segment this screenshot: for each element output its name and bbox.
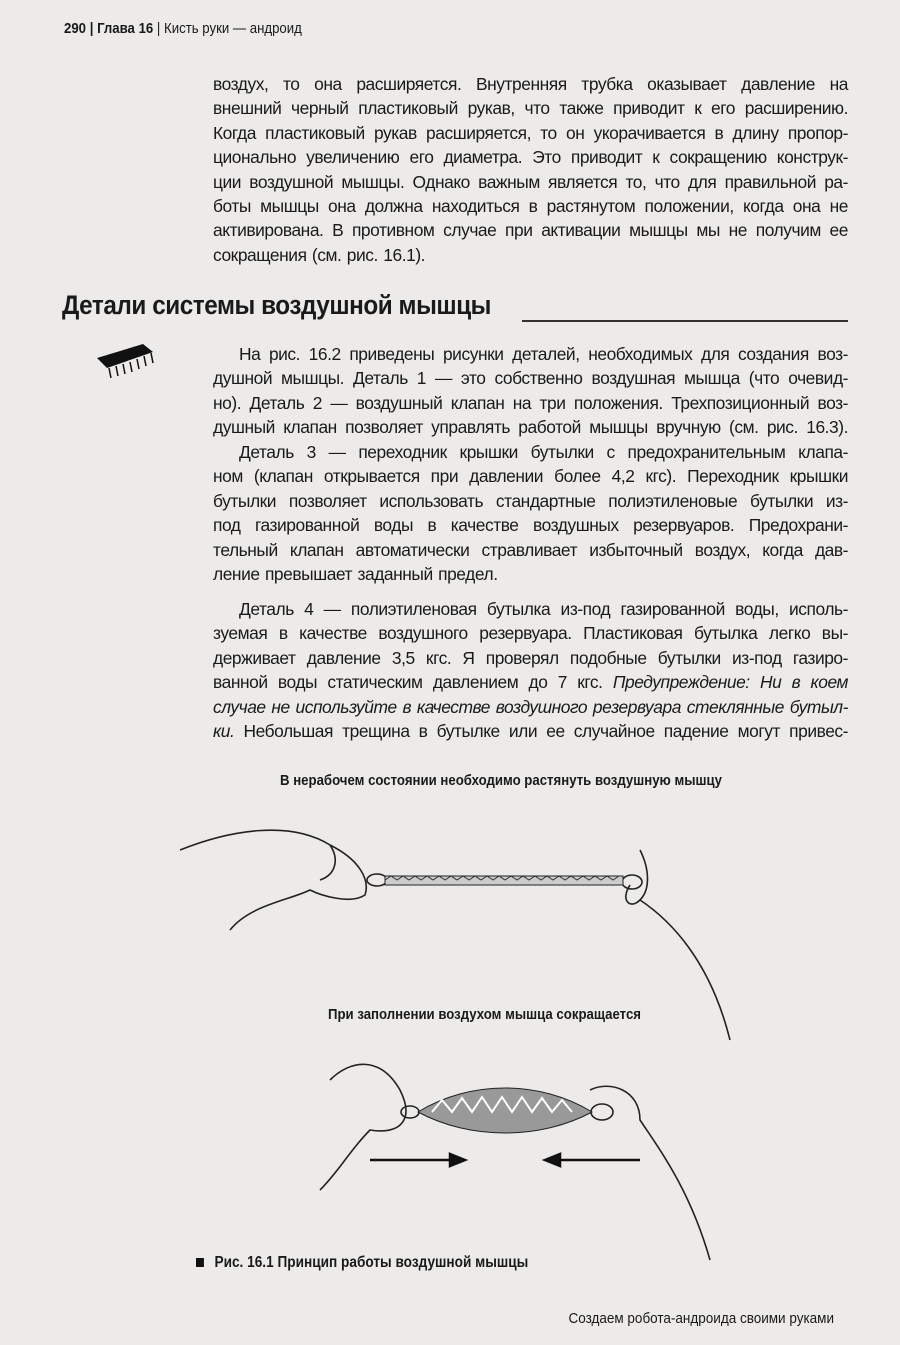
section-rule	[522, 320, 848, 322]
text-line: ление превышает заданный предел.	[213, 563, 498, 584]
text-line: ванной воды статическим давлением до 7 кгс. Предупреждение: Ни в коем	[213, 672, 848, 693]
text-line: активирована. В противном случае при активации мышцы мы не получим ее	[213, 220, 848, 241]
figure-label-contracted: При заполнении воздухом мышца сокращается	[328, 1006, 641, 1023]
text-line: внешний черный пластиковый рукав, что также приводит к его расширению.	[213, 98, 848, 119]
text-line: Деталь 3 — переходник крышки бутылки с предохранительным клапа-	[239, 442, 848, 462]
chapter-number: Глава 16	[97, 20, 154, 37]
muscle-contracted	[418, 1088, 592, 1133]
text-line: воздух, то она расширяется. Внутренняя трубка оказывает давление на	[213, 74, 848, 94]
text-line: Деталь 4 — полиэтиленовая бутылка из-под газированной воды, исполь-	[239, 599, 848, 619]
text-line: боты мышцы она должна находиться в растянутом положении, когда она не	[213, 195, 848, 216]
running-header: 290 | Глава 16 | Кисть руки — андроид	[64, 20, 302, 37]
paragraph-parts-2	[213, 440, 848, 586]
left-hand-bottom	[320, 1064, 406, 1190]
intro-paragraph	[213, 72, 848, 267]
text-line: зуемая в качестве воздушного резервуара. Пластиковая бутылка легко вы-	[213, 623, 848, 644]
contraction-arrows	[370, 1154, 640, 1166]
paragraph-parts-3	[213, 597, 848, 743]
text-line: На рис. 16.2 приведены рисунки деталей, необходимых для создания воз-	[239, 344, 848, 364]
text-line: ционально увеличению его диаметра. Это приводит к сокращению конструк-	[213, 147, 848, 168]
running-footer: Создаем робота-андроида своими руками	[568, 1310, 834, 1327]
text-line: сокращения (см. рис. 16.1).	[213, 244, 426, 265]
text-line: ном (клапан открывается при давлении более 4,2 кгс). Переходник крышки	[213, 466, 848, 487]
text-line: Когда пластиковый рукав расширяется, то он укорачивается в длину пропор-	[213, 122, 848, 143]
text-line: бутылки позволяет использовать стандартные полиэтиленовые бутылки из-	[213, 490, 848, 511]
text-line: душной мышцы. Деталь 1 — это собственно воздушная мышца (что очевид-	[213, 368, 848, 389]
text-line: душный клапан позволяет управлять работой мышцы вручную (см. рис. 16.3).	[213, 417, 848, 438]
figure-label-relaxed: В нерабочем состоянии необходимо растянуть воздушную мышцу	[280, 772, 722, 789]
text-line: тельный клапан автоматически стравливает избыточный воздух, когда дав-	[213, 539, 848, 560]
chapter-title: Кисть руки — андроид	[164, 20, 302, 37]
muscle-relaxed	[385, 876, 623, 885]
warning-line: случае не используйте в качестве воздушного резервуара стеклянные бутыл-	[213, 696, 848, 717]
left-hand-top	[180, 830, 366, 930]
air-muscle-illustration	[170, 790, 770, 1290]
text-line: но). Деталь 2 — воздушный клапан на три положения. Трехпозиционный воз-	[213, 392, 848, 413]
paragraph-parts-1	[213, 342, 848, 440]
figure-caption: Рис. 16.1 Принцип работы воздушной мышцы	[196, 1254, 528, 1272]
right-hand-bottom	[590, 1086, 710, 1260]
text-line: ции воздушной мышцы. Однако важным является то, что для правильной ра-	[213, 171, 848, 192]
text-line: под газированной воды в качестве воздушных резервуаров. Предохрани-	[213, 515, 848, 536]
chip-icon	[95, 340, 165, 380]
text-line: держивает давление 3,5 кгс. Я проверял подобные бутылки из-под газиро-	[213, 647, 848, 668]
text-line: ки. Небольшая трещина в бутылке или ее случайное падение могут привес-	[213, 720, 848, 741]
page-number: 290	[64, 20, 87, 37]
right-hand-top	[640, 850, 730, 1040]
section-title: Детали системы воздушной мышцы	[62, 290, 491, 320]
